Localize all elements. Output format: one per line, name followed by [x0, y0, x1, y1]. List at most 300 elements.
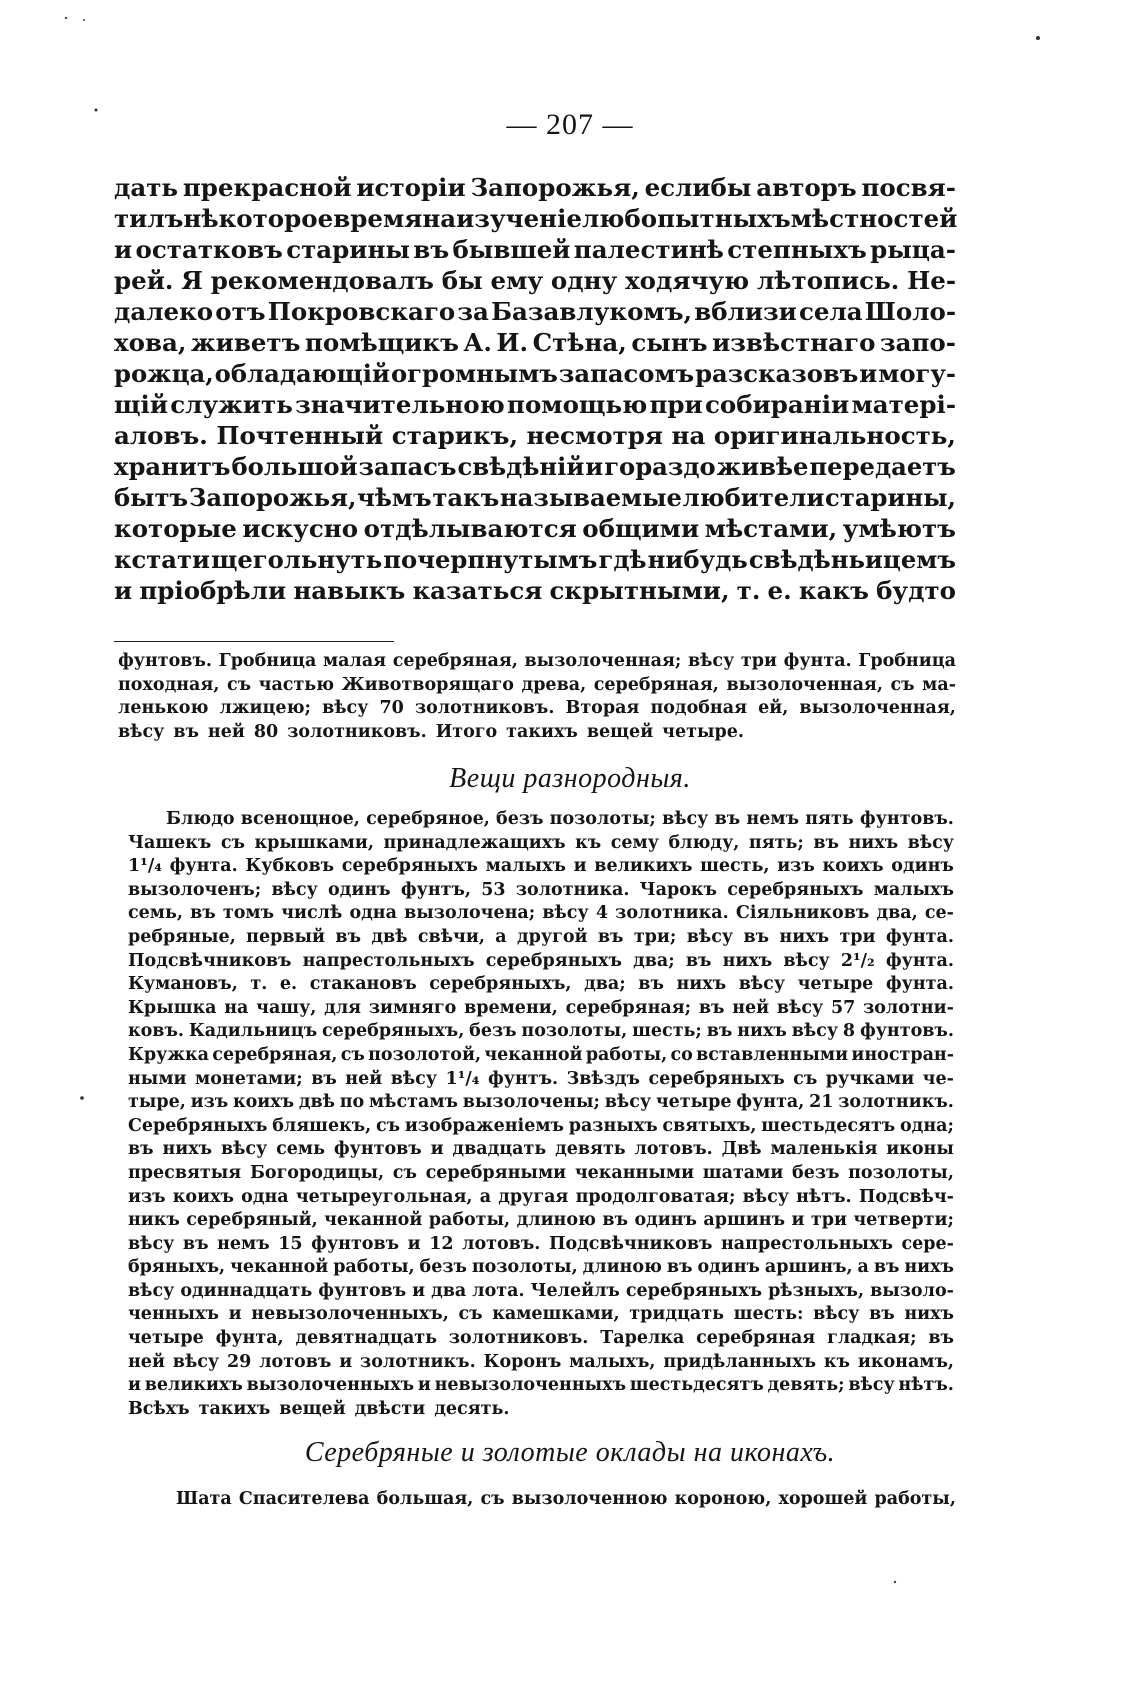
word: серебряныхъ — [648, 1068, 785, 1089]
word: нихъ — [779, 926, 830, 947]
word: Кубковъ — [245, 856, 335, 877]
word: придѣланныхъ — [663, 1351, 817, 1372]
word: фунтъ, — [400, 879, 471, 900]
word: великихъ — [144, 1375, 243, 1396]
word: нихъ — [722, 950, 773, 971]
word: какъ — [798, 576, 869, 605]
scan-speck — [1036, 36, 1040, 40]
word: свѣдѣній — [457, 452, 585, 481]
word: нихъ — [676, 974, 727, 995]
word: степныхъ — [727, 235, 867, 264]
word: крышками, — [254, 832, 374, 853]
word: и — [585, 452, 604, 481]
word: Кадильницъ — [188, 1021, 318, 1042]
word: одинъ — [697, 1257, 760, 1278]
word: одинъ — [634, 1210, 697, 1231]
word: пресвятыя — [128, 1162, 242, 1183]
word: Серебряныхъ — [128, 1115, 268, 1136]
word: вѣсу — [322, 698, 369, 719]
word: се- — [924, 903, 954, 924]
word: въ — [173, 721, 199, 742]
word: матері- — [851, 390, 956, 419]
word: съ — [340, 1044, 365, 1065]
word: старины — [286, 235, 410, 264]
word: четыреугольная, — [295, 1186, 473, 1207]
word: за — [457, 297, 489, 326]
word: далеко — [114, 297, 214, 326]
word: Подсвѣч- — [858, 1186, 954, 1207]
word: ручками — [825, 1068, 915, 1089]
word: семь — [276, 1139, 325, 1160]
word: стакановъ — [309, 974, 417, 995]
word: лотовъ — [259, 1351, 332, 1372]
word: два; — [633, 950, 675, 971]
word: передаетъ — [809, 452, 956, 481]
word: одна — [241, 1186, 289, 1207]
word: малая — [322, 651, 387, 671]
word: вѣсу — [118, 721, 165, 742]
word: нихъ — [162, 1139, 213, 1160]
word: разныхъ — [568, 1115, 658, 1136]
word: ребряные, — [128, 926, 236, 947]
word: три — [810, 1210, 847, 1231]
word: нихъ — [848, 832, 899, 853]
word: серебряная; — [565, 997, 692, 1018]
word: ней — [732, 997, 770, 1018]
word: серебряныхъ — [625, 1280, 763, 1301]
word: пять; — [748, 832, 804, 853]
word: вызолоченною — [511, 1489, 668, 1509]
word: такихъ — [506, 721, 578, 742]
word: коихъ — [172, 1186, 234, 1207]
word: рыца- — [870, 235, 956, 264]
word: два — [431, 1280, 467, 1301]
word: аршинъ, — [764, 1257, 853, 1278]
word: живѣе — [716, 452, 809, 481]
word: фунта. — [885, 926, 954, 947]
word: съ — [226, 674, 252, 695]
word: Коронъ — [483, 1351, 562, 1372]
word: нихъ — [904, 1304, 954, 1325]
word: по — [339, 1092, 365, 1113]
word: вѣсу — [738, 974, 786, 995]
word: остатковъ — [135, 235, 283, 264]
word: вѣсу — [542, 903, 589, 924]
word: вѣсу — [220, 1139, 268, 1160]
word: Звѣздъ — [566, 1068, 640, 1089]
word: съ — [458, 1304, 483, 1325]
word: Двѣ — [721, 1139, 762, 1160]
word: вставленными — [696, 1044, 849, 1065]
word: изученіе — [456, 204, 582, 233]
word: фунтовъ. — [118, 651, 212, 671]
word: коихъ — [232, 1092, 295, 1113]
word: и — [114, 235, 133, 264]
word: частью — [258, 674, 335, 695]
word: на — [224, 997, 249, 1018]
word: вѣсу — [172, 1351, 220, 1372]
word: могу- — [878, 359, 956, 388]
word: напрестольныхъ — [302, 950, 475, 971]
word: камешками, — [492, 1304, 620, 1325]
word: работы, — [428, 1210, 511, 1231]
word: вызолоченныхъ — [246, 1375, 415, 1396]
scan-speck — [65, 17, 67, 19]
word: другая — [498, 1186, 569, 1207]
word: гладкая; — [827, 1328, 917, 1349]
word: подобная — [650, 698, 748, 719]
word: первый — [246, 926, 326, 947]
word: 1¹/₄ — [128, 856, 162, 877]
word: т. — [250, 974, 268, 995]
word: три; — [633, 926, 677, 947]
word: Почтенный — [216, 421, 384, 450]
word: вѣсу — [813, 1304, 860, 1325]
word: числѣ — [281, 903, 343, 924]
word: съ — [376, 1115, 401, 1136]
word: ходячую — [625, 266, 750, 295]
word: бытъ — [114, 483, 189, 512]
word: безъ — [792, 1162, 840, 1183]
word: Запорожья, — [470, 173, 640, 202]
word: навыкъ — [293, 576, 406, 605]
word: серебряный, — [186, 1210, 318, 1231]
word: и — [407, 1233, 421, 1254]
word: нихъ — [737, 1021, 787, 1042]
word: ленькою — [118, 698, 209, 719]
word: иконамъ, — [857, 1351, 954, 1372]
word: нѣтъ. — [796, 1186, 852, 1207]
word: въ — [602, 1210, 629, 1231]
word: села — [798, 297, 863, 326]
word: аршинъ — [703, 1210, 786, 1231]
word: Гробница — [218, 651, 317, 671]
word: 1¹/₄ — [445, 1068, 480, 1089]
word: бы — [441, 266, 483, 295]
word: большая, — [376, 1489, 474, 1509]
word: въ — [638, 974, 664, 995]
word: четыре. — [662, 721, 744, 742]
word: сынъ — [631, 328, 708, 357]
word: золотниковъ. — [287, 721, 427, 742]
word: Шата — [176, 1489, 232, 1509]
word: ченныхъ — [128, 1304, 219, 1325]
word: Гробница — [858, 651, 956, 671]
word: рекомендовалъ — [210, 266, 434, 295]
page-number: — 207 — — [506, 108, 634, 141]
word: такъ — [432, 483, 500, 512]
word: свѣчи, — [417, 926, 485, 947]
word: фунтовъ — [333, 1139, 422, 1160]
scan-speck — [894, 1581, 896, 1583]
word: фунтовъ — [318, 1280, 407, 1301]
section-heading-miscellaneous-items: Вещи разнородныя. — [449, 763, 691, 794]
word: въ — [685, 950, 712, 971]
word: хранитъ — [114, 452, 231, 481]
word: золотника. — [615, 903, 729, 924]
word: Животворящаго — [341, 674, 514, 695]
word: вѣсу — [662, 809, 709, 829]
word: чеканной — [484, 1044, 583, 1065]
word: Итого — [435, 721, 498, 742]
word: изображеніемъ — [404, 1115, 564, 1136]
word: Челейлъ — [530, 1280, 620, 1301]
word: бывшей — [452, 235, 571, 264]
word: и — [114, 576, 133, 605]
word: ма- — [922, 674, 956, 695]
word: авторъ — [756, 173, 857, 202]
word: три — [740, 651, 777, 671]
word: ней — [345, 1068, 383, 1089]
word: съ — [392, 1162, 417, 1183]
word: Чашекъ — [128, 832, 212, 853]
word: серебряныхъ — [485, 950, 622, 971]
word: золотникъ. — [360, 1351, 476, 1372]
word: томъ — [222, 903, 275, 924]
word: малыхъ, — [569, 1351, 656, 1372]
word: два, — [876, 903, 918, 924]
word: зимняго — [368, 997, 457, 1018]
word: свѣдѣньицемъ — [748, 545, 956, 574]
word: Сіяльниковъ — [735, 903, 870, 924]
word: и — [412, 1280, 426, 1301]
word: въ — [128, 1139, 154, 1160]
word: тилъ — [114, 204, 184, 233]
word: шесть; — [632, 1021, 702, 1042]
word: Я — [181, 266, 203, 295]
word: кстати — [114, 545, 211, 574]
word: позолоты, — [471, 1257, 578, 1278]
word: которые — [114, 514, 237, 543]
word: Спасителева — [238, 1489, 370, 1509]
word: любопытныхъ — [581, 204, 791, 233]
word: въ — [813, 832, 839, 853]
word: изъ — [128, 1186, 166, 1207]
word: лѣтопись. — [757, 266, 900, 295]
word: 15 — [278, 1233, 303, 1254]
word: старины, — [825, 483, 956, 512]
word: и — [128, 1375, 141, 1396]
word: 2¹/₂ — [840, 950, 875, 971]
word: немъ — [217, 1233, 270, 1254]
word: золотниковъ. — [414, 698, 555, 719]
word: и — [430, 1139, 444, 1160]
word: иконы — [886, 1139, 954, 1160]
scan-speck — [95, 109, 98, 112]
word: три — [839, 926, 876, 947]
word: ней — [207, 721, 245, 742]
word: позолоты; — [549, 809, 656, 829]
word: времени, — [464, 997, 558, 1018]
word: въ — [869, 1304, 895, 1325]
word: любители — [682, 483, 825, 512]
word: вызолоченъ; — [128, 879, 262, 900]
word: продолговатая; — [575, 1186, 736, 1207]
word: короною, — [674, 1489, 772, 1509]
word: шестьдесятъ — [761, 1115, 896, 1136]
word: и — [339, 1351, 353, 1372]
word: Чарокъ — [639, 879, 717, 900]
word: Богородицы, — [249, 1162, 385, 1183]
word: е. — [279, 974, 298, 995]
word: серебряная, — [593, 674, 719, 695]
word: фунта, — [215, 1328, 284, 1349]
word: и — [859, 359, 878, 388]
word: гораздо — [604, 452, 716, 481]
word: лжицею; — [219, 698, 311, 719]
word: и — [791, 1210, 805, 1231]
word: серебряныхъ, — [321, 1021, 465, 1042]
word: общими — [582, 514, 700, 543]
word: при — [649, 390, 703, 419]
word: вызолоченная, — [726, 674, 883, 695]
word: вызоло- — [870, 1280, 954, 1301]
word: т. — [736, 576, 761, 605]
word: золотникъ. — [838, 1092, 954, 1113]
word: фунтовъ. — [859, 1021, 954, 1042]
word: тридцать — [629, 1304, 724, 1325]
word: Всѣхъ — [128, 1398, 190, 1419]
word: вѣсу — [848, 1375, 895, 1396]
word: длиною — [516, 1210, 596, 1231]
word: въ — [182, 1233, 209, 1254]
word: святыхъ, — [662, 1115, 757, 1136]
word: посвя- — [861, 173, 956, 202]
word: къ — [823, 1351, 850, 1372]
word: нѣтъ. — [898, 1375, 954, 1396]
word: шесть: — [733, 1304, 804, 1325]
word: Подсвѣчниковъ — [548, 1233, 713, 1254]
word: серебряная, — [212, 1044, 338, 1065]
word: вѣсу — [776, 997, 824, 1018]
word: умѣютъ — [842, 514, 956, 543]
word: лотовъ. — [634, 1139, 713, 1160]
word: И. — [496, 328, 529, 357]
word: вѣсу — [604, 1092, 652, 1113]
word: изъ — [777, 856, 815, 877]
word: несмотря — [526, 421, 663, 450]
word: четыре — [128, 1328, 204, 1349]
word: мѣстамъ — [368, 1092, 458, 1113]
word: невызолоченныхъ — [434, 1375, 627, 1396]
word: палестинѣ — [573, 235, 724, 264]
word: щій — [114, 390, 168, 419]
word: чашу, — [256, 997, 317, 1018]
word: вѣсу — [791, 1021, 839, 1042]
word: четверти; — [853, 1210, 954, 1231]
word: четыре — [797, 974, 874, 995]
word: вѣсу — [128, 1233, 175, 1254]
word: невызолоченныхъ, — [251, 1304, 449, 1325]
word: серебряная, — [392, 651, 518, 671]
word: маленькія — [770, 1139, 878, 1160]
word: называемые — [499, 483, 682, 512]
word: вблизи — [694, 297, 797, 326]
word: безъ — [419, 1257, 467, 1278]
word: чеканной — [230, 1257, 329, 1278]
word: въ — [597, 926, 624, 947]
word: девять — [555, 1139, 626, 1160]
word: казаться — [412, 576, 543, 605]
word: Крышка — [128, 997, 217, 1018]
word: а — [857, 1257, 869, 1278]
word: девять; — [767, 1375, 845, 1396]
word: дать — [114, 173, 179, 202]
word: въ — [335, 926, 362, 947]
word: чѣмъ — [357, 483, 432, 512]
word: мѣстами, — [704, 514, 838, 543]
word: бляшекъ, — [272, 1115, 372, 1136]
word: напрестольныхъ — [721, 1233, 893, 1254]
scan-speck — [80, 1096, 84, 1100]
word: немъ — [746, 809, 799, 829]
word: 57 — [830, 997, 856, 1018]
word: извѣстнаго — [712, 328, 876, 357]
word: чеканной — [324, 1210, 423, 1231]
word: бряныхъ, — [128, 1257, 226, 1278]
word: вызолочена; — [404, 903, 536, 924]
word: другой — [517, 926, 588, 947]
word: шестьдесятъ — [629, 1375, 764, 1396]
word: фунта, — [736, 1092, 805, 1113]
word: серебряныхъ, — [429, 974, 572, 995]
word: фунта. — [885, 950, 954, 971]
word: ковъ. — [128, 1021, 184, 1042]
word: отдѣлываются — [363, 514, 577, 543]
word: одна; — [899, 1115, 954, 1136]
word: въ — [706, 1021, 733, 1042]
word: 80 — [253, 721, 279, 742]
word: малыхъ — [873, 879, 954, 900]
word: великихъ — [594, 856, 693, 877]
word: еслибы — [644, 173, 752, 202]
word: малыхъ — [485, 856, 566, 877]
word: двѣсти — [354, 1398, 426, 1419]
word: одна — [349, 903, 397, 924]
word: запасъ — [358, 452, 457, 481]
word: позолоты, — [848, 1162, 954, 1183]
word: фунта. — [885, 974, 954, 995]
word: обладающій — [214, 359, 390, 388]
word: безъ — [496, 809, 544, 829]
word: такихъ — [198, 1398, 271, 1419]
word: въ — [714, 809, 741, 829]
word: вызолоченная; — [524, 651, 682, 671]
word: аловъ. — [114, 421, 208, 450]
word: работы, — [874, 1489, 956, 1509]
word: шесть, — [700, 856, 770, 877]
word: Базавлукомъ, — [491, 297, 693, 326]
word: позолоты, — [521, 1021, 628, 1042]
word: въ — [873, 1257, 900, 1278]
word: работы, — [585, 1044, 668, 1065]
word: длиною — [582, 1257, 662, 1278]
word: Запорожья, — [188, 483, 357, 512]
word: фунтовъ — [311, 1233, 400, 1254]
word: вѣсу — [907, 832, 954, 853]
word: Покровскаго — [267, 297, 456, 326]
word: огромнымъ — [390, 359, 558, 388]
word: ными — [128, 1068, 187, 1089]
word: вещей — [279, 1398, 346, 1419]
word: съ — [793, 1068, 818, 1089]
word: вызолоченная, — [799, 698, 956, 719]
word: 4 — [595, 903, 609, 924]
word: хорошей — [778, 1489, 868, 1509]
word: фунтовъ. — [859, 809, 954, 829]
word: работы, — [333, 1257, 415, 1278]
word: иностран- — [851, 1044, 954, 1065]
